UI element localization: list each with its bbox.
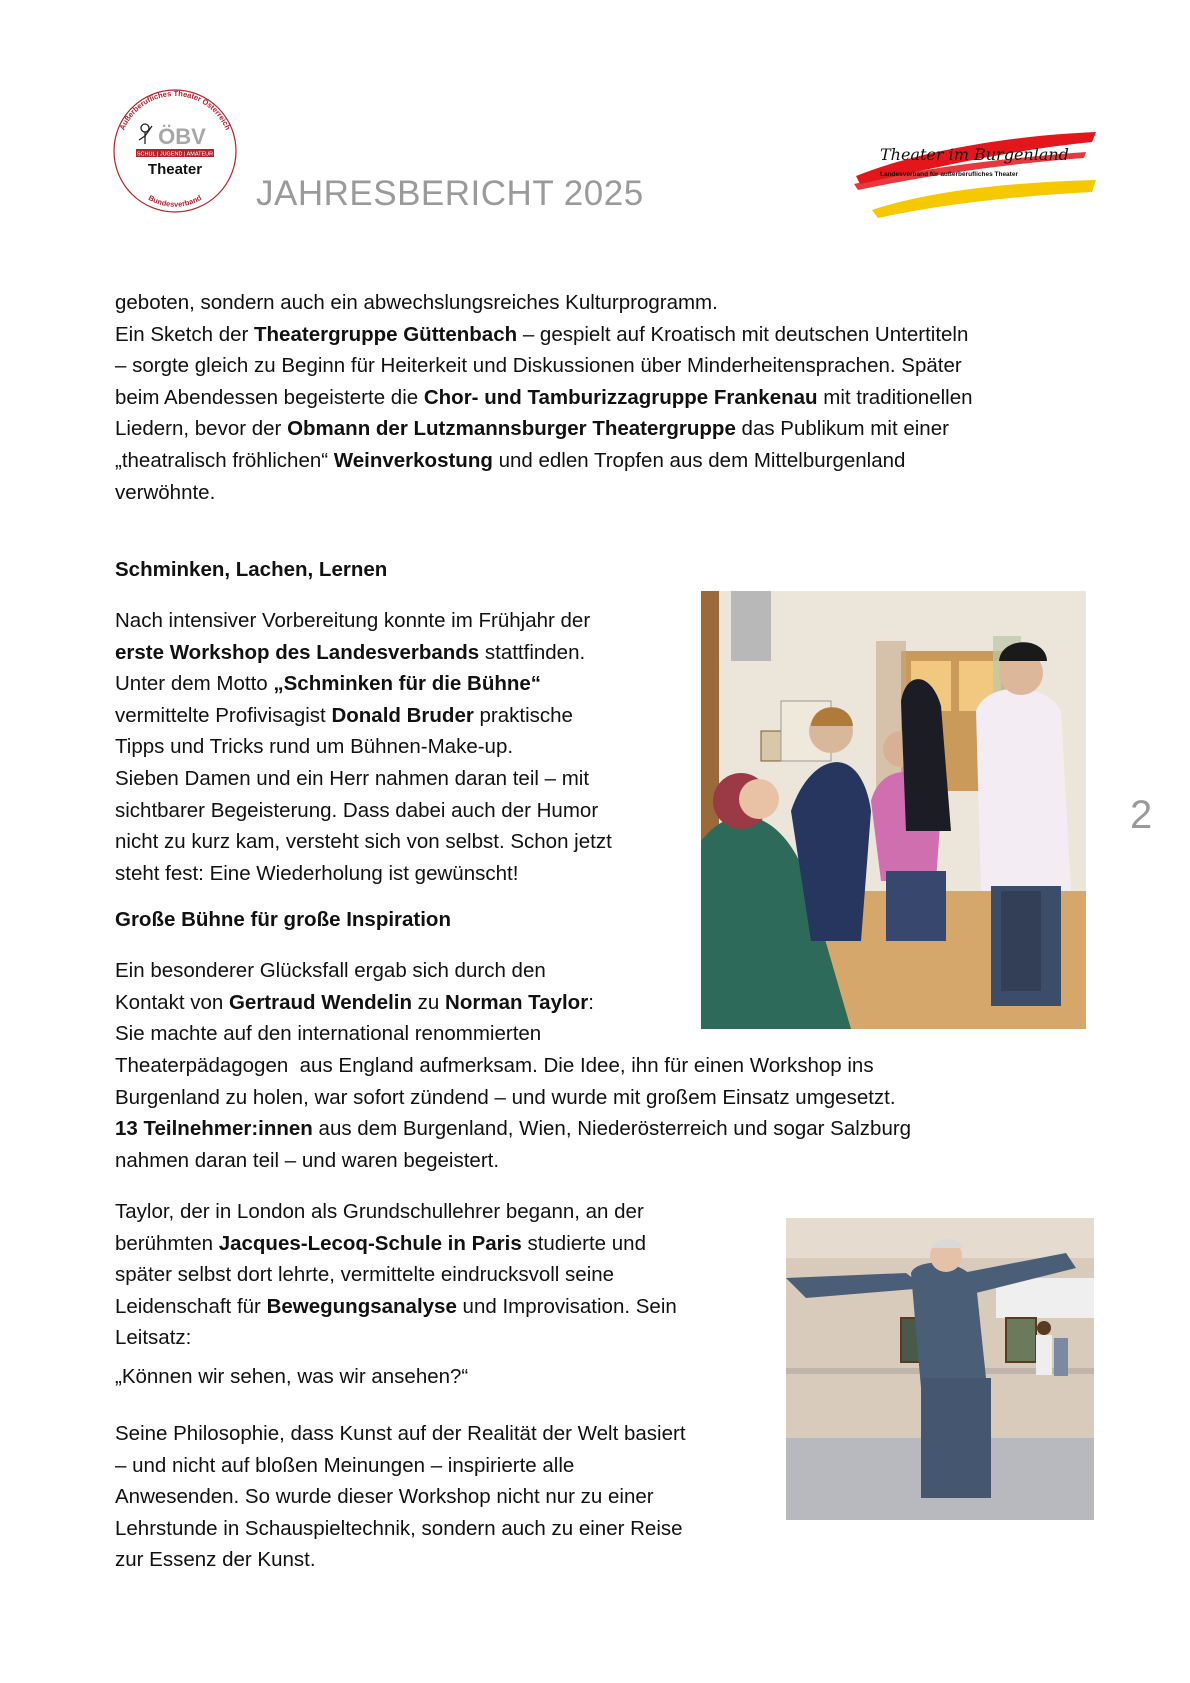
text-line: zur Essenz der Kunst. (115, 1548, 316, 1572)
logo-letters: ÖBV (158, 124, 206, 149)
logo-ring-text-bottom: Bundesverband (146, 193, 204, 209)
text-line: beim Abendessen begeisterte die Chor- und Tamburizzagruppe Frankenau mit traditionellen (115, 385, 973, 409)
text-line: Taylor, der in London als Grundschullehrer begann, an der (115, 1200, 644, 1223)
taylor-paragraph (115, 1196, 765, 1354)
text-line: Sie machte auf den international renommierten (115, 1022, 542, 1046)
intro-paragraph (115, 287, 1095, 508)
logo-right-subtitle: Landesverband für außerberufliches Theater (880, 171, 1018, 178)
text-line: Liedern, bevor der Obmann der Lutzmannsburger Theatergruppe das Publikum mit einer (115, 417, 949, 441)
section-heading-schminken: Schminken, Lachen, Lernen (115, 558, 388, 581)
text-line: Sieben Damen und ein Herr nahmen daran teil – mit (115, 766, 590, 790)
text-line: nicht zu kurz kam, versteht sich von selbst. Schon jetzt (115, 830, 612, 854)
text-line: – und nicht auf bloßen Meinungen – inspirierte alle (115, 1453, 575, 1477)
text-line: Burgenland zu holen, war sofort zündend – und wurde mit großem Einsatz umgesetzt. (115, 1085, 896, 1109)
schminken-paragraph (115, 605, 685, 889)
buehne-paragraph-bottom (115, 1050, 1075, 1176)
report-title: JAHRESBERICHT 2025 (256, 174, 644, 213)
text-line: Lehrstunde in Schauspieltechnik, sondern auch zu einer Reise (115, 1516, 683, 1540)
logo-band-text: SCHUL | JUGEND | AMATEUR (136, 151, 214, 158)
text-line: 13 Teilnehmer:innen aus dem Burgenland, Wien, Niederösterreich und sogar Salzburg (115, 1117, 912, 1141)
text-line: Tipps und Tricks rund um Bühnen-Make-up. (115, 735, 514, 759)
text-line: Nach intensiver Vorbereitung konnte im Frühjahr der (115, 609, 591, 632)
text-line: steht fest: Eine Wiederholung ist gewünscht! (115, 861, 519, 885)
page-number: 2 (1130, 793, 1153, 837)
text-line: später selbst dort lehrte, vermittelte eindrucksvoll seine (115, 1263, 615, 1287)
logo-right-name: Theater im Burgenland (880, 145, 1069, 164)
makeup-workshop-photo (701, 591, 1086, 1029)
section-heading-buehne: Große Bühne für große Inspiration (115, 908, 451, 931)
text-line: – sorgte gleich zu Beginn für Heiterkeit und Diskussionen über Minderheitensprachen. Später (115, 354, 962, 378)
text-line: Theaterpädagogen aus England aufmerksam. Die Idee, ihn für einen Workshop ins (115, 1054, 874, 1077)
text-line: berühmten Jacques-Lecoq-Schule in Paris studierte und (115, 1231, 646, 1255)
text-line: sichtbarer Begeisterung. Dass dabei auch der Humor (115, 798, 599, 822)
text-line: Kontakt von Gertraud Wendelin zu Norman Taylor: (115, 990, 594, 1014)
text-line: Leitsatz: (115, 1326, 192, 1350)
text-line: nahmen daran teil – und waren begeistert. (115, 1148, 500, 1172)
taylor-quote: „Können wir sehen, was wir ansehen?“ (115, 1365, 469, 1388)
philosophy-paragraph (115, 1418, 765, 1576)
theater-im-burgenland-logo (850, 126, 1100, 222)
text-line: Seine Philosophie, dass Kunst auf der Realität der Welt basiert (115, 1422, 686, 1445)
logo-ring-text: Außerberufliches Theater Österreich (117, 88, 233, 132)
text-line: Ein Sketch der Theatergruppe Güttenbach – gespielt auf Kroatisch mit deutschen Untertiteln (115, 322, 969, 346)
oebv-theater-logo (112, 88, 238, 214)
text-line: Anwesenden. So wurde dieser Workshop nicht nur zu einer (115, 1485, 654, 1509)
text-line: Ein besonderer Glücksfall ergab sich durch den (115, 959, 546, 982)
text-line: vermittelte Profivisagist Donald Bruder praktische (115, 703, 573, 727)
text-line: Leidenschaft für Bewegungsanalyse und Improvisation. Sein (115, 1294, 677, 1318)
buehne-paragraph-top (115, 955, 685, 1050)
text-line: erste Workshop des Landesverbands stattfinden. (115, 640, 586, 664)
text-line: Unter dem Motto „Schminken für die Bühne“ (115, 672, 542, 696)
logo-word: Theater (147, 161, 203, 178)
text-line: verwöhnte. (115, 480, 216, 504)
text-line: „theatralisch fröhlichen“ Weinverkostung und edlen Tropfen aus dem Mittelburgenland (115, 448, 906, 472)
norman-taylor-photo (786, 1218, 1094, 1520)
text-line: geboten, sondern auch ein abwechslungsreiches Kulturprogramm. (115, 291, 718, 314)
